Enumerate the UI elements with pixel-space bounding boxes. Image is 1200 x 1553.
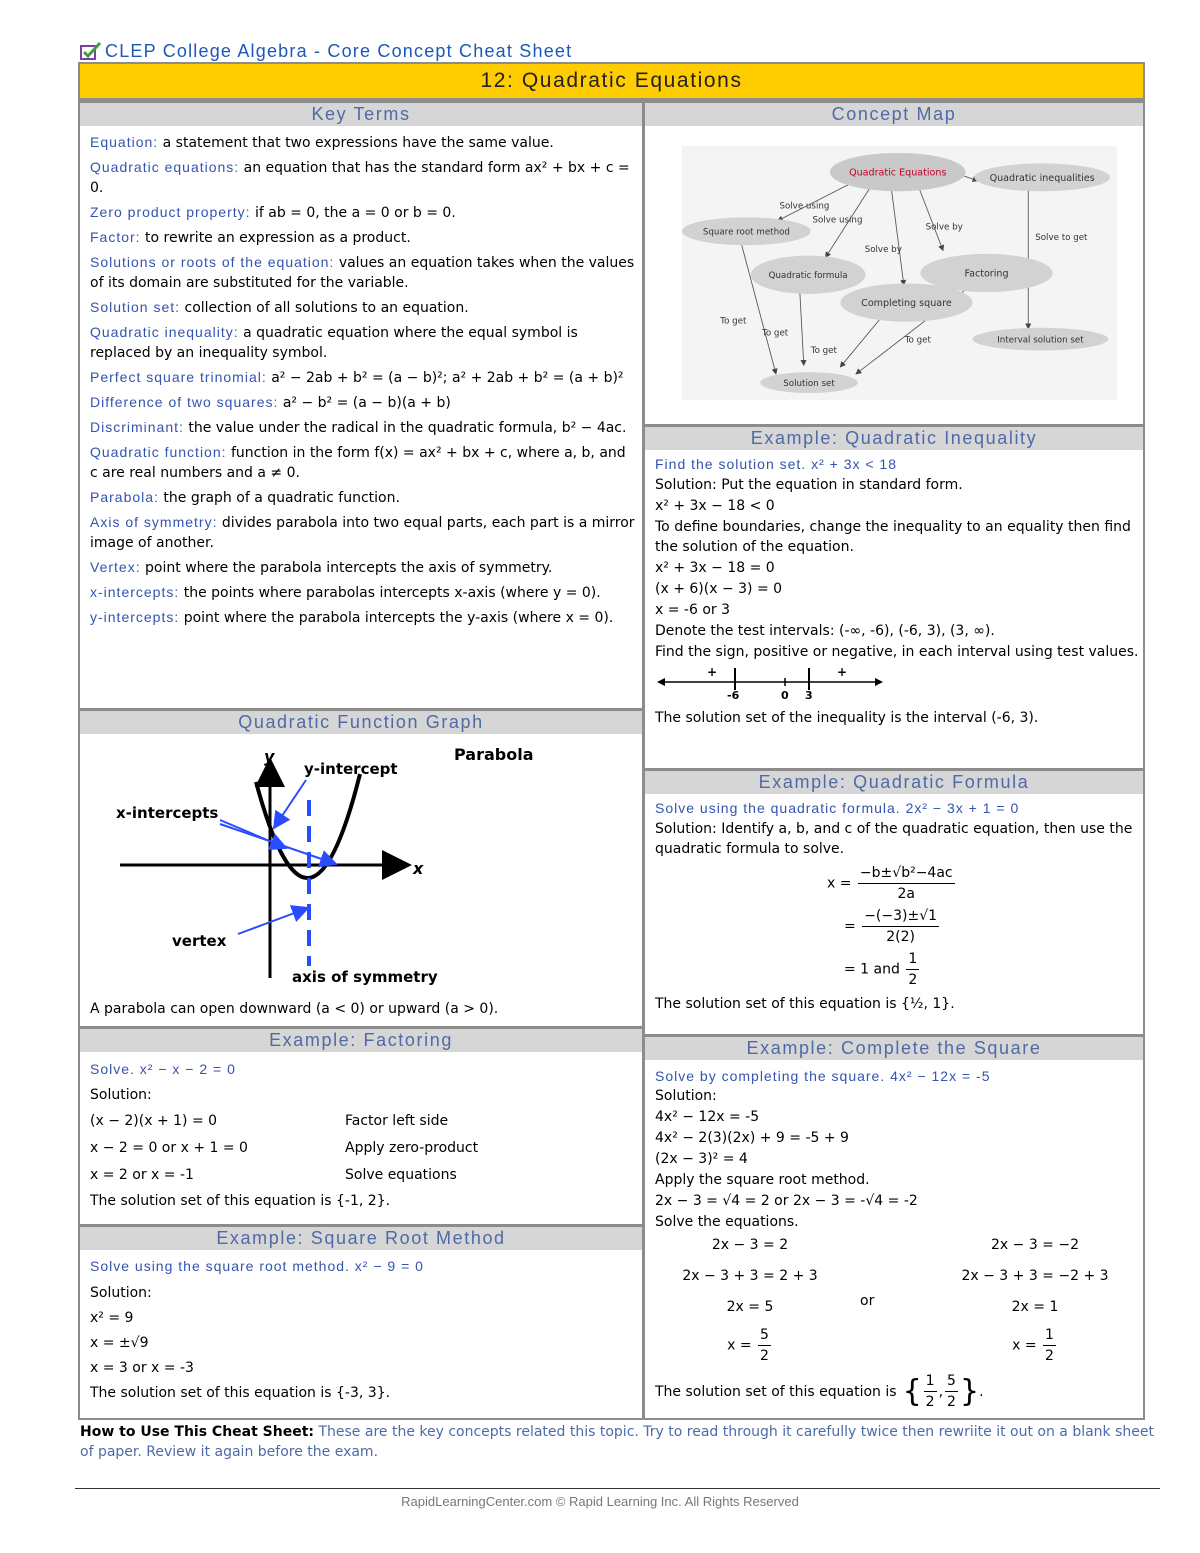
plus-sign-left: +	[707, 665, 718, 679]
sqrt-solution-label: Solution:	[90, 1285, 152, 1301]
edge-label: Solve using	[812, 215, 863, 226]
formula-result: The solution set of this equation is {½, 1}.	[655, 996, 955, 1012]
brace-close: }	[959, 1373, 980, 1409]
cs-step: (2x − 3)² = 4	[655, 1151, 748, 1167]
denominator: 2	[925, 1394, 935, 1410]
factoring-heading: Example: Factoring	[80, 1026, 642, 1052]
numerator: −b±√b²−4ac	[858, 863, 955, 884]
inequality-step: Find the sign, positive or negative, in each interval using test values.	[655, 644, 1139, 660]
key-term-entry	[90, 157, 635, 198]
complete-square-example	[655, 1066, 1140, 1412]
cs-left-line: 2x = 5	[726, 1299, 774, 1315]
key-term-name: Discriminant:	[90, 419, 184, 435]
formula-heading: Example: Quadratic Formula	[645, 768, 1143, 794]
cs-left-line: 2x − 3 + 3 = 2 + 3	[682, 1268, 818, 1284]
numerator: 5	[945, 1371, 958, 1392]
fraction	[906, 949, 919, 990]
key-term-name: Equation:	[90, 134, 159, 150]
key-term-name: Vertex:	[90, 559, 141, 575]
tick-label: -6	[727, 689, 740, 700]
inequality-step: x² + 3x − 18 = 0	[655, 560, 775, 576]
inequality-step: x² + 3x − 18 < 0	[655, 498, 775, 514]
inequality-step: Denote the test intervals: (-∞, -6), (-6, 3), (3, ∞).	[655, 623, 995, 639]
factoring-note: Apply zero-product	[345, 1140, 479, 1156]
axis-of-symmetry-label: axis of symmetry	[292, 968, 438, 986]
brace-open: {	[902, 1373, 922, 1409]
sqrt-step: x = 3 or x = -3	[90, 1360, 194, 1376]
factoring-step: x − 2 = 0 or x + 1 = 0	[90, 1140, 248, 1156]
key-term-definition: the points where parabolas intercepts x-axis (where y = 0).	[183, 585, 601, 601]
key-term-entry	[90, 442, 635, 483]
how-to-text: These are the key concepts related this topic. Try to read through it carefully twice then rewriite it out on a blank sheet of paper. Review it again before the exam.	[80, 1424, 1154, 1460]
tick-label: 0	[781, 689, 789, 700]
key-term-name: Difference of two squares:	[90, 394, 279, 410]
cs-or: or	[860, 1293, 875, 1309]
x-intercepts-label: x-intercepts	[116, 804, 219, 822]
key-term-definition: a² − 2ab + b² = (a − b)²; a² + 2ab + b² = (a + b)²	[271, 370, 624, 386]
formula-example	[655, 798, 1140, 1014]
key-term-entry	[90, 582, 635, 603]
key-term-entry	[90, 367, 635, 388]
inequality-step: x = -6 or 3	[655, 602, 731, 618]
how-to-label: How to Use This Cheat Sheet:	[80, 1424, 315, 1440]
key-term-name: Parabola:	[90, 489, 159, 505]
key-term-name: Solutions or roots of the equation:	[90, 254, 335, 270]
key-term-name: x-intercepts:	[90, 584, 180, 600]
graph-title: Parabola	[454, 745, 534, 764]
numerator: 1	[924, 1371, 937, 1392]
edge-label: Solve by	[925, 222, 963, 233]
document-title	[80, 40, 572, 62]
key-term-name: Factor:	[90, 229, 141, 245]
factoring-result: The solution set of this equation is {-1, 2}.	[90, 1193, 391, 1209]
formula-value: = 1 and	[844, 961, 900, 978]
key-term-entry	[90, 557, 635, 578]
document-title-text: CLEP College Algebra - Core Concept Cheat Sheet	[105, 40, 573, 61]
cs-step: 4x² − 12x = -5	[655, 1109, 760, 1125]
inequality-step: To define boundaries, change the inequality to an equality then find the solution of the equation.	[655, 519, 1131, 555]
complete-square-heading: Example: Complete the Square	[645, 1034, 1143, 1060]
checkmark-logo-icon	[80, 41, 102, 61]
complete-square-problem: Solve by completing the square. 4x² − 12x = -5	[655, 1068, 991, 1084]
edge-label: To get	[762, 328, 789, 339]
formula-problem: Solve using the quadratic formula. 2x² − 3x + 1 = 0	[655, 800, 1020, 816]
factoring-problem: Solve. x² − x − 2 = 0	[90, 1061, 236, 1077]
key-term-entry	[90, 252, 635, 293]
denominator: 2(2)	[886, 929, 915, 945]
cs-right-column	[940, 1235, 1130, 1366]
key-term-name: Quadratic function:	[90, 444, 227, 460]
formula-line	[827, 949, 1140, 990]
cs-step: Solve the equations.	[655, 1214, 799, 1230]
formula-line	[827, 863, 1140, 904]
cs-x-equals: x =	[1012, 1337, 1037, 1354]
key-term-definition: the value under the radical in the quadratic formula, b² − 4ac.	[188, 420, 627, 436]
inequality-heading: Example: Quadratic Inequality	[645, 424, 1143, 450]
tick-label: 3	[805, 689, 813, 700]
edge-label: To get	[720, 316, 747, 327]
vertex-label: vertex	[172, 932, 227, 950]
graph-heading: Quadratic Function Graph	[80, 708, 642, 734]
column-divider	[642, 100, 645, 1420]
key-term-name: Quadratic equations:	[90, 159, 240, 175]
sqrt-step: x = ±√9	[90, 1335, 149, 1351]
key-term-name: Quadratic inequality:	[90, 324, 239, 340]
key-term-definition: divides parabola into two equal parts, each part is a mirror image of another.	[90, 515, 635, 551]
concept-map	[682, 132, 1117, 414]
y-intercept-label: y-intercept	[304, 760, 398, 778]
key-term-entry	[90, 512, 635, 553]
denominator: 2	[760, 1348, 769, 1364]
formula-lhs: x =	[827, 875, 852, 892]
y-axis-label: y	[264, 747, 275, 766]
key-term-name: Axis of symmetry:	[90, 514, 218, 530]
sqrt-heading: Example: Square Root Method	[80, 1224, 642, 1250]
concept-map-heading: Concept Map	[645, 100, 1143, 126]
key-term-definition: collection of all solutions to an equation.	[184, 300, 469, 316]
inequality-example	[655, 454, 1140, 728]
numerator: 1	[906, 949, 919, 970]
cs-two-column	[655, 1235, 1140, 1364]
parabola-graph	[88, 738, 568, 998]
sqrt-result: The solution set of this equation is {-3, 3}.	[90, 1385, 391, 1401]
key-term-definition: to rewrite an expression as a product.	[145, 230, 411, 246]
denominator: 2	[947, 1394, 956, 1410]
edge-label: Solve by	[864, 245, 902, 256]
key-term-name: Solution set:	[90, 299, 181, 315]
numerator: 5	[758, 1325, 771, 1346]
key-terms-list	[90, 132, 635, 632]
sign-number-line	[655, 662, 885, 700]
key-term-definition: if ab = 0, the a = 0 or b = 0.	[254, 205, 456, 221]
cs-result-text: The solution set of this equation is	[655, 1383, 897, 1400]
node-quadratic-inequalities: Quadratic inequalities	[989, 172, 1095, 184]
node-quadratic-formula: Quadratic formula	[768, 271, 848, 282]
factoring-step: x = 2 or x = -1	[90, 1167, 194, 1183]
cs-left-line: 2x − 3 = 2	[711, 1237, 789, 1253]
key-terms-heading: Key Terms	[80, 100, 642, 126]
inequality-step: Solution: Put the equation in standard form.	[655, 477, 963, 493]
cs-right-answer	[940, 1325, 1130, 1366]
cs-step: Apply the square root method.	[655, 1172, 870, 1188]
denominator: 2	[1045, 1348, 1054, 1364]
key-term-name: Perfect square trinomial:	[90, 369, 267, 385]
how-to-use	[80, 1422, 1160, 1462]
topic-banner: 12: Quadratic Equations	[80, 64, 1143, 100]
cs-left-answer	[655, 1325, 845, 1366]
numerator: −(−3)±√1	[862, 906, 939, 927]
key-term-entry	[90, 487, 635, 508]
edge-label: To get	[810, 346, 837, 357]
cs-x-equals: x =	[727, 1337, 752, 1354]
sqrt-example	[90, 1256, 635, 1406]
inequality-result: The solution set of the inequality is the interval (-6, 3).	[655, 710, 1039, 726]
inequality-step: (x + 6)(x − 3) = 0	[655, 581, 783, 597]
key-term-entry	[90, 297, 635, 318]
factoring-note: Factor left side	[345, 1113, 449, 1129]
cs-right-line: 2x − 3 + 3 = −2 + 3	[961, 1268, 1109, 1284]
key-term-entry	[90, 202, 635, 223]
edge-label: To get	[904, 335, 931, 346]
cs-left-column	[655, 1235, 845, 1366]
cs-step: 4x² − 2(3)(2x) + 9 = -5 + 9	[655, 1130, 849, 1146]
denominator: 2a	[897, 886, 916, 902]
sqrt-problem: Solve using the square root method. x² − 9 = 0	[90, 1258, 424, 1274]
cs-step: Solution:	[655, 1088, 717, 1104]
key-term-entry	[90, 607, 635, 628]
key-term-definition: an equation that has the standard form ax² + bx + c = 0.	[90, 160, 630, 196]
equals-sign: =	[844, 918, 856, 935]
key-term-entry	[90, 322, 635, 363]
plus-sign-right: +	[837, 665, 848, 679]
key-term-definition: a² − b² = (a − b)(a + b)	[282, 395, 451, 411]
fraction	[862, 906, 939, 947]
factoring-example	[90, 1059, 635, 1211]
key-term-definition: values an equation takes when the values of its domain are substituted for the variable.	[90, 255, 635, 291]
key-term-definition: the graph of a quadratic function.	[163, 490, 400, 506]
key-term-entry	[90, 417, 635, 438]
edge-label: Solve to get	[1035, 232, 1088, 243]
key-term-entry	[90, 392, 635, 413]
sqrt-step: x² = 9	[90, 1310, 134, 1326]
denominator: 2	[908, 972, 918, 988]
factoring-solution-label: Solution:	[90, 1087, 152, 1103]
node-quadratic-equations: Quadratic Equations	[849, 167, 947, 179]
numerator: 1	[1043, 1325, 1056, 1346]
graph-caption: A parabola can open downward (a < 0) or upward (a > 0).	[90, 1001, 499, 1017]
complete-square-result: The solution set of this equation is { $\frac{1}{2}$ , $\frac{5}{2}$ } .	[655, 1373, 984, 1410]
key-term-entry	[90, 132, 635, 153]
copyright: RapidLearningCenter.com © Rapid Learning Inc. All Rights Reserved	[401, 1494, 799, 1509]
cs-right-line: 2x − 3 = −2	[991, 1237, 1079, 1253]
formula-derivation	[655, 863, 1140, 990]
formula-line	[827, 906, 1140, 947]
node-factoring: Factoring	[964, 268, 1009, 280]
node-square-root-method: Square root method	[702, 227, 790, 238]
key-term-definition: a quadratic equation where the equal symbol is replaced by an inequality symbol.	[90, 325, 578, 361]
cs-right-line: 2x = 1	[1011, 1299, 1059, 1315]
key-term-entry	[90, 227, 635, 248]
footer-rule	[75, 1488, 1160, 1489]
factoring-steps	[90, 1111, 635, 1185]
cs-step: 2x − 3 = √4 = 2 or 2x − 3 = -√4 = -2	[655, 1193, 918, 1209]
factoring-note: Solve equations	[345, 1167, 457, 1183]
node-interval-solution-set: Interval solution set	[997, 335, 1084, 346]
key-term-definition: point where the parabola intercepts the y-axis (where x = 0).	[183, 610, 614, 626]
key-term-definition: a statement that two expressions have the same value.	[162, 135, 554, 151]
key-term-definition: point where the parabola intercepts the axis of symmetry.	[145, 560, 553, 576]
key-term-name: y-intercepts:	[90, 609, 180, 625]
key-term-name: Zero product property:	[90, 204, 251, 220]
x-axis-label: x	[413, 859, 424, 878]
key-term-definition: function in the form f(x) = ax² + bx + c, where a, b, and c are real numbers and a ≠ 0.	[90, 445, 626, 481]
factoring-step: (x − 2)(x + 1) = 0	[90, 1113, 218, 1129]
node-solution-set: Solution set	[783, 379, 835, 390]
fraction	[858, 863, 955, 904]
inequality-problem: Find the solution set. x² + 3x < 18	[655, 456, 898, 472]
formula-intro: Solution: Identify a, b, and c of the quadratic equation, then use the quadratic formula to solve.	[655, 821, 1133, 857]
edge-label: Solve using	[779, 201, 830, 212]
node-completing-square: Completing square	[861, 298, 952, 310]
